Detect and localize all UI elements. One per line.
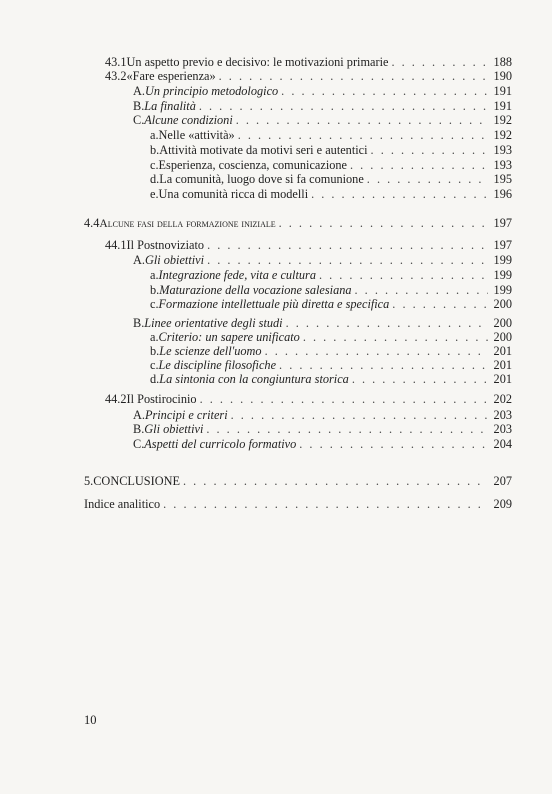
entry-title: La sintonia con la congiuntura storica (159, 372, 349, 386)
toc-entry (133, 113, 512, 127)
dot-leader (207, 253, 488, 267)
entry-prefix: 5. (84, 474, 94, 488)
entry-prefix: c. (150, 358, 159, 372)
entry-title: Il Postnoviziato (126, 238, 205, 252)
entry-title: Principi e criteri (144, 408, 228, 422)
entry-prefix: B. (133, 99, 145, 113)
entry-page: 199 (493, 268, 512, 282)
toc-entry (105, 55, 512, 69)
entry-page: 193 (493, 143, 512, 157)
entry-prefix: A. (133, 84, 145, 98)
entry-page: 190 (493, 69, 512, 83)
entry-page: 195 (493, 172, 512, 186)
entry-title: La comunità, luogo dove si fa comunione (159, 172, 364, 186)
entry-prefix: b. (150, 283, 160, 297)
entry-title: Maturazione della vocazione salesiana (159, 283, 352, 297)
toc-entry (150, 297, 512, 311)
toc-entry (150, 283, 512, 297)
entry-title: Il Postirocinio (126, 392, 197, 406)
entry-title: CONCLUSIONE (93, 474, 180, 488)
dot-leader (236, 113, 488, 127)
toc-entry (150, 172, 512, 186)
entry-page: 192 (493, 128, 512, 142)
toc-entry (150, 128, 512, 142)
entry-title: Gli obiettivi (144, 422, 204, 436)
dot-leader (199, 99, 488, 113)
entry-prefix: d. (150, 172, 160, 186)
dot-leader (371, 143, 488, 157)
toc-entry (150, 187, 512, 201)
entry-prefix: d. (150, 372, 160, 386)
entry-prefix: b. (150, 344, 160, 358)
entry-page: 199 (493, 283, 512, 297)
dot-leader (352, 372, 488, 386)
dot-leader (391, 55, 488, 69)
dot-leader (206, 422, 488, 436)
dot-leader (163, 497, 488, 511)
entry-prefix: a. (150, 330, 159, 344)
toc-entry (150, 158, 512, 172)
toc-entry (150, 268, 512, 282)
toc-chapter (84, 474, 512, 488)
toc-entry (133, 408, 512, 422)
toc-entry (133, 84, 512, 98)
dot-leader (281, 84, 488, 98)
entry-page: 193 (493, 158, 512, 172)
entry-title: Aspetti del curricolo formativo (144, 437, 297, 451)
entry-page: 200 (493, 330, 512, 344)
page-number: 10 (84, 713, 97, 727)
toc-entry (105, 238, 512, 252)
entry-title: Alcune fasi della formazione iniziale (99, 217, 276, 230)
dot-leader (200, 392, 488, 406)
dot-leader (231, 408, 488, 422)
toc-entry (133, 437, 512, 451)
entry-prefix: a. (150, 268, 159, 282)
entry-prefix: B. (133, 316, 145, 330)
toc-entry (150, 344, 512, 358)
entry-title: Nelle «attività» (158, 128, 235, 142)
dot-leader (279, 216, 488, 230)
toc-entry (150, 372, 512, 386)
entry-page: 203 (493, 408, 512, 422)
entry-title: Integrazione fede, vita e cultura (158, 268, 316, 282)
entry-page: 199 (493, 253, 512, 267)
dot-leader (311, 187, 488, 201)
entry-title: Indice analitico (84, 497, 161, 511)
dot-leader (319, 268, 488, 282)
entry-prefix: A. (133, 253, 145, 267)
toc-entry (133, 422, 512, 436)
entry-page: 192 (493, 113, 512, 127)
dot-leader (183, 474, 488, 488)
entry-title: Attività motivate da motivi seri e autentici (159, 143, 368, 157)
dot-leader (279, 358, 488, 372)
entry-page: 204 (493, 437, 512, 451)
entry-page: 191 (493, 99, 512, 113)
entry-prefix: 4.4 (84, 216, 100, 230)
entry-prefix: 43.1 (105, 55, 127, 69)
toc-entry (133, 316, 512, 330)
entry-page: 196 (493, 187, 512, 201)
toc-section-heading (84, 216, 512, 231)
entry-prefix: A. (133, 408, 145, 422)
entry-prefix: 44.2 (105, 392, 127, 406)
entry-page: 197 (493, 216, 512, 230)
dot-leader (219, 69, 488, 83)
entry-prefix: C. (133, 113, 145, 127)
toc-entry (105, 69, 512, 83)
entry-page: 201 (493, 344, 512, 358)
entry-prefix: B. (133, 422, 145, 436)
entry-prefix: c. (150, 158, 159, 172)
dot-leader (392, 297, 488, 311)
toc-entry (150, 143, 512, 157)
dot-leader (207, 238, 488, 252)
entry-title: Un aspetto previo e decisivo: le motivazioni primarie (126, 55, 389, 69)
toc-entry (133, 99, 512, 113)
toc-entry (133, 253, 512, 267)
entry-title: Linee orientative degli studi (144, 316, 283, 330)
entry-title: Le discipline filosofiche (158, 358, 277, 372)
dot-leader (303, 330, 488, 344)
entry-prefix: c. (150, 297, 159, 311)
entry-page: 188 (493, 55, 512, 69)
entry-title: Esperienza, coscienza, comunicazione (158, 158, 347, 172)
entry-page: 203 (493, 422, 512, 436)
entry-page: 202 (493, 392, 512, 406)
entry-title: Una comunità ricca di modelli (158, 187, 309, 201)
toc-entry (150, 358, 512, 372)
dot-leader (350, 158, 488, 172)
dot-leader (355, 283, 488, 297)
entry-page: 197 (493, 238, 512, 252)
toc-index (84, 497, 512, 511)
entry-page: 200 (493, 316, 512, 330)
entry-title: Alcune condizioni (144, 113, 233, 127)
dot-leader (299, 437, 488, 451)
entry-page: 191 (493, 84, 512, 98)
entry-title: Un principio metodologico (144, 84, 279, 98)
dot-leader (367, 172, 488, 186)
entry-page: 209 (493, 497, 512, 511)
entry-prefix: C. (133, 437, 145, 451)
toc-entry (105, 392, 512, 406)
entry-prefix: e. (150, 187, 159, 201)
entry-page: 201 (493, 372, 512, 386)
entry-prefix: 44.1 (105, 238, 127, 252)
entry-prefix: 43.2 (105, 69, 127, 83)
entry-title: Formazione intellettuale più diretta e specifica (158, 297, 390, 311)
entry-page: 207 (493, 474, 512, 488)
entry-title: Gli obiettivi (144, 253, 205, 267)
entry-page: 201 (493, 358, 512, 372)
entry-prefix: a. (150, 128, 159, 142)
entry-page: 200 (493, 297, 512, 311)
entry-title: Le scienze dell'uomo (159, 344, 262, 358)
dot-leader (238, 128, 488, 142)
entry-title: La finalità (144, 99, 196, 113)
dot-leader (286, 316, 488, 330)
entry-prefix: b. (150, 143, 160, 157)
toc-entry (150, 330, 512, 344)
entry-title: «Fare esperienza» (126, 69, 216, 83)
dot-leader (265, 344, 488, 358)
entry-title: Criterio: un sapere unificato (158, 330, 300, 344)
